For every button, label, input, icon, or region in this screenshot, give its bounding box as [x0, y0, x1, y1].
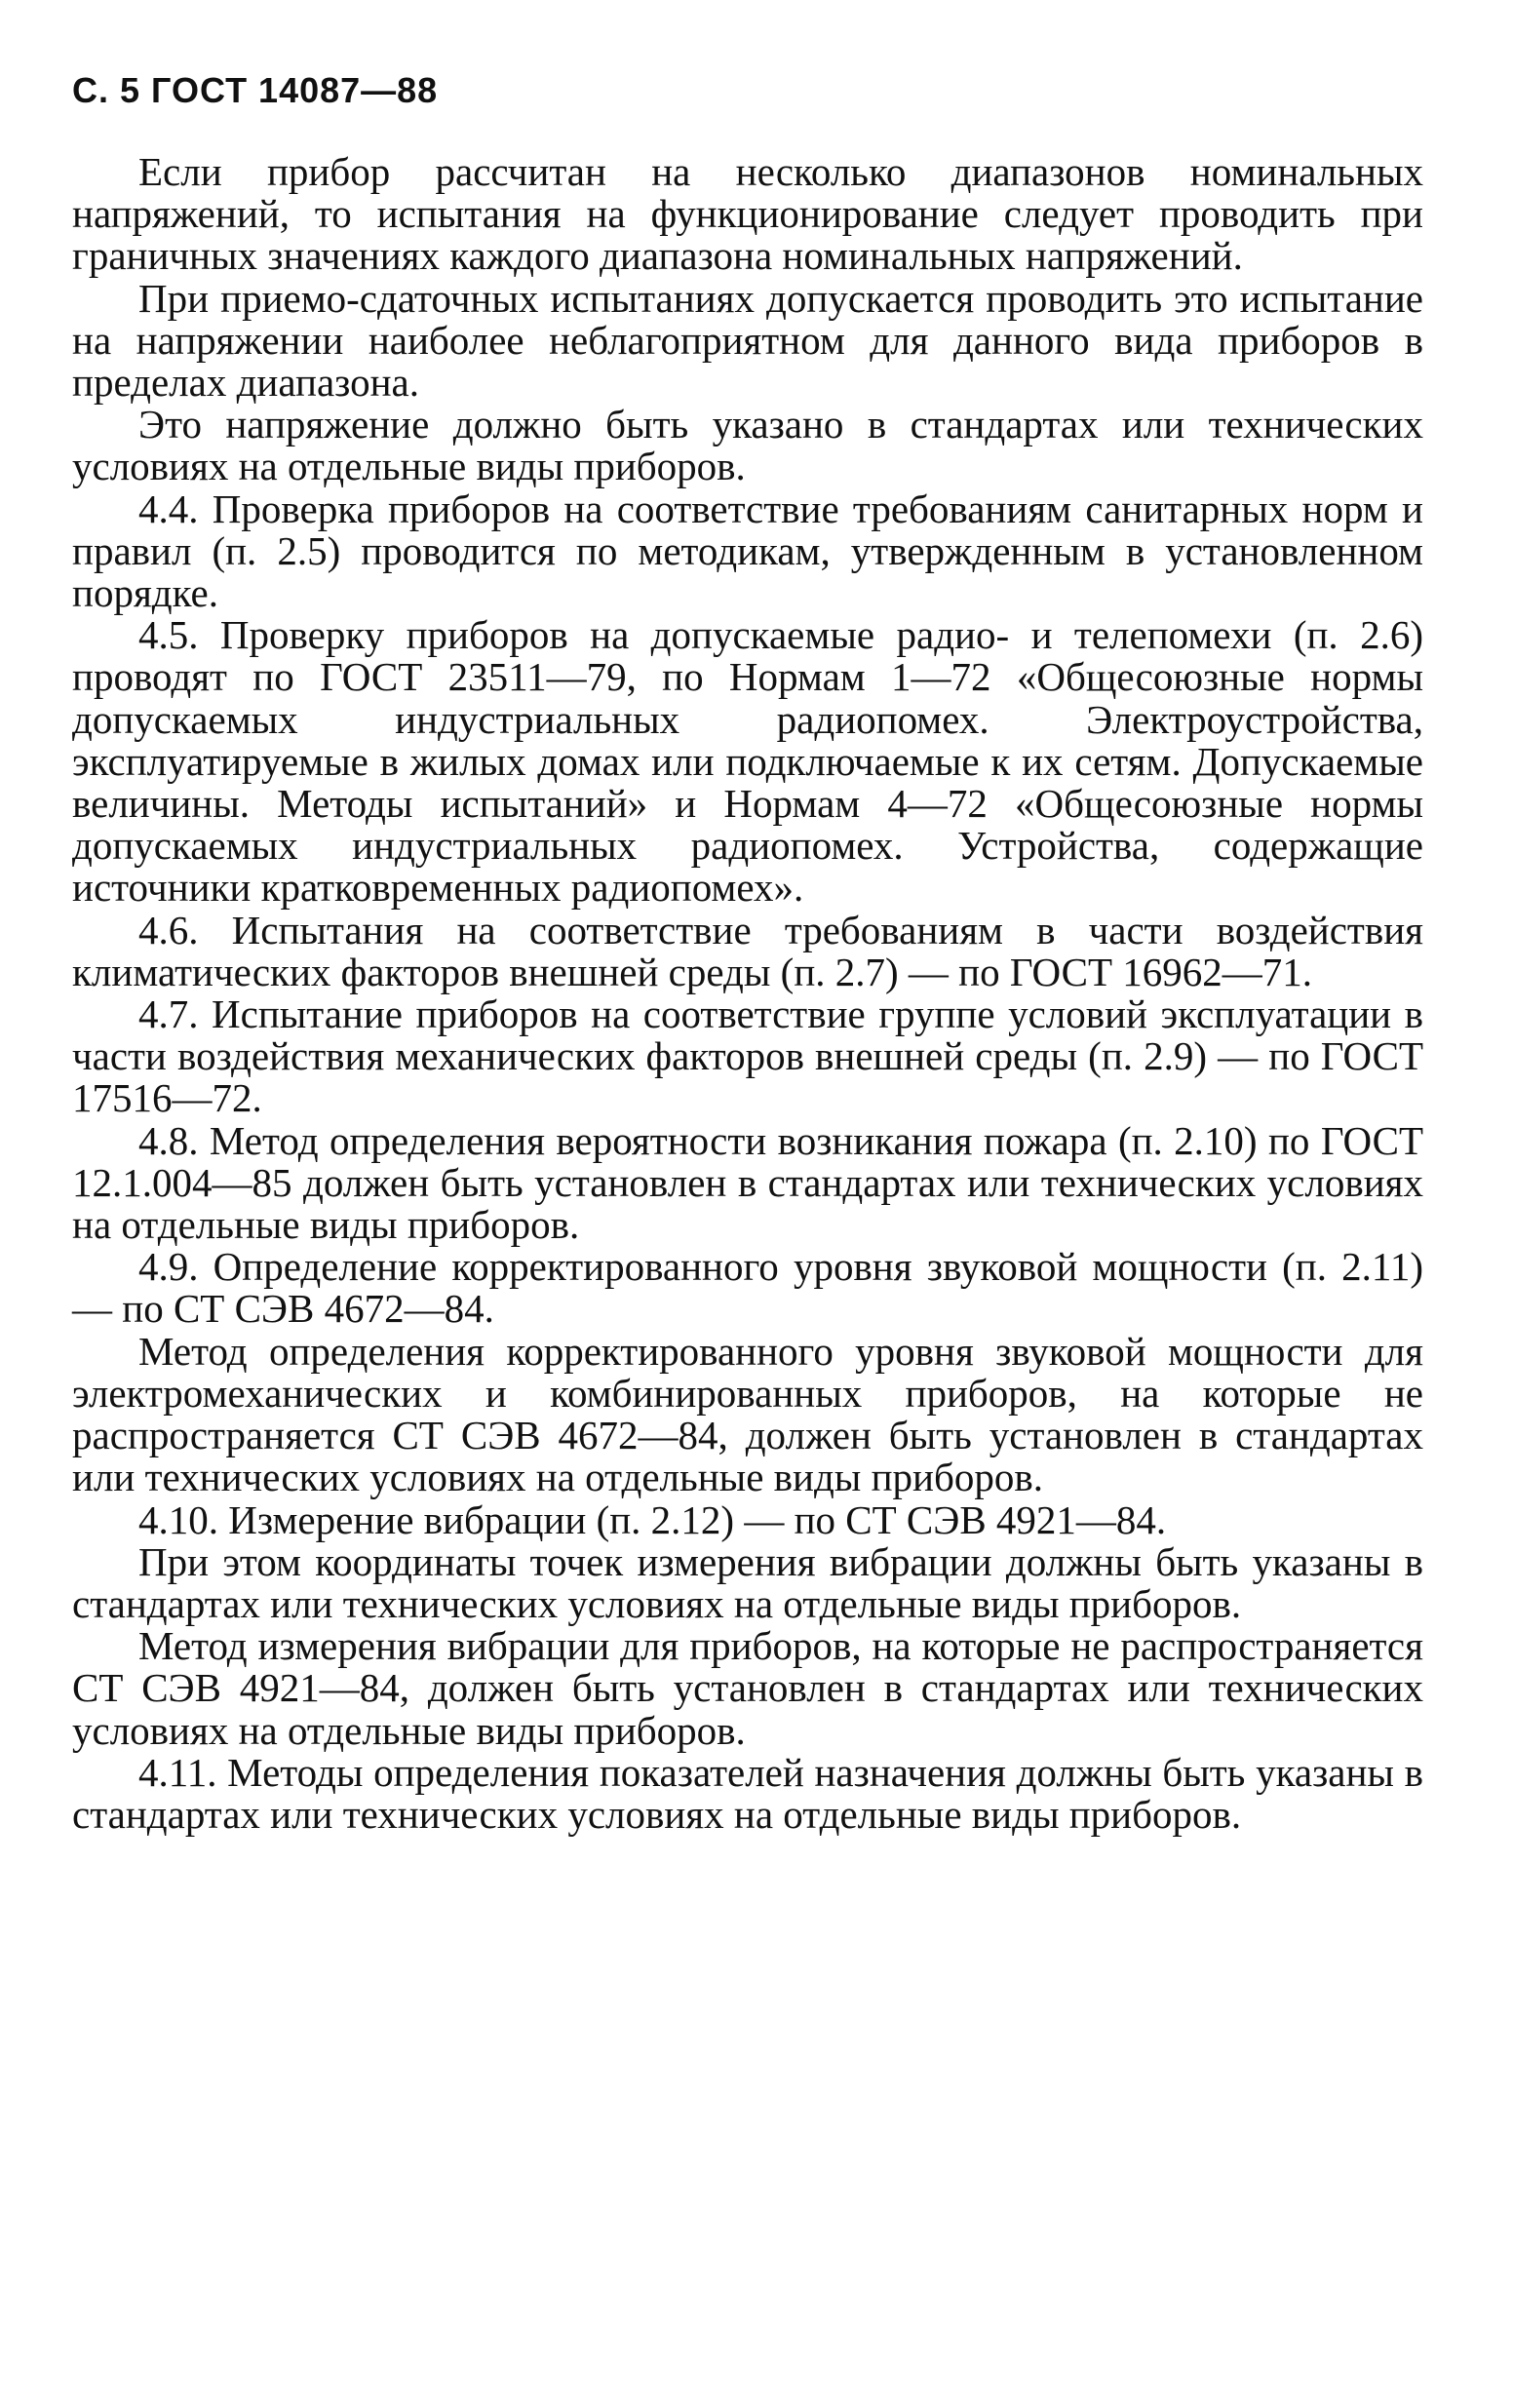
clause-4-11: 4.11. Методы определения показателей назначения должны быть указаны в стандартах или технических условиях на отдельные виды приборов.	[72, 1749, 1423, 1837]
clause-4-4: 4.4. Проверка приборов на соответствие требованиям санитарных норм и правил (п. 2.5) проводится по методикам, утвержденным в установленном порядке.	[72, 485, 1423, 616]
paragraph-3: Это напряжение должно быть указано в стандартах или технических условиях на отдельные виды приборов.	[72, 402, 1423, 489]
clause-4-9-method: Метод определения корректированного уровня звуковой мощности для электромеханических и комбинированных приборов, на которые не распространяется СТ СЭВ 4672—84, должен быть установлен в стандартах или технических условиях на отдельные виды приборов.	[72, 1328, 1423, 1500]
clause-4-10-method: Метод измерения вибрации для приборов, на которые не распространяется СТ СЭВ 4921—84, должен быть установлен в стандартах или технических условиях на отдельные виды приборов.	[72, 1623, 1423, 1753]
clause-4-10: 4.10. Измерение вибрации (п. 2.12) — по СТ СЭВ 4921—84.	[138, 1496, 1167, 1542]
clause-4-5: 4.5. Проверку приборов на допускаемые радио- и телепомехи (п. 2.6) проводят по ГОСТ 23511—79, по Нормам 1—72 «Общесоюзные нормы допускаемых индустриальных радиопомех. Электроустройства, эксплуатируемые в жилых домах или подключаемые к их сетям. Допускаемые величины. Методы испытаний» и Нормам 4—72 «Общесоюзные нормы допускаемых индустриальных радиопомех. Устройства, содержащие источники кратковременных радиопомех».	[72, 612, 1423, 911]
paragraph-2: При приемо-сдаточных испытаниях допускается проводить это испытание на напряжении наиболее неблагоприятном для данного вида приборов в пределах диапазона.	[72, 275, 1423, 406]
clause-4-10-coordinates: При этом координаты точек измерения вибрации должны быть указаны в стандартах или технических условиях на отдельные виды приборов.	[72, 1538, 1423, 1626]
clause-4-7: 4.7. Испытание приборов на соответствие группе условий эксплуатации в части воздействия механических факторов внешней среды (п. 2.9) — по ГОСТ 17516—72.	[72, 991, 1423, 1121]
page-header: С. 5 ГОСТ 14087—88	[72, 70, 439, 110]
clause-4-8: 4.8. Метод определения вероятности возникания пожара (п. 2.10) по ГОСТ 12.1.004—85 должен быть установлен в стандартах или технических условиях на отдельные виды приборов.	[72, 1117, 1423, 1248]
clause-4-9: 4.9. Определение корректированного уровня звуковой мощности (п. 2.11) — по СТ СЭВ 4672—84.	[72, 1244, 1423, 1332]
paragraph-1: Если прибор рассчитан на несколько диапазонов номинальных напряжений, то испытания на функционирование следует проводить при граничных значениях каждого диапазона номинальных напряжений.	[72, 149, 1423, 279]
clause-4-6: 4.6. Испытания на соответствие требованиям в части воздействия климатических факторов внешней среды (п. 2.7) — по ГОСТ 16962—71.	[72, 907, 1423, 994]
document-body	[72, 151, 1423, 1836]
